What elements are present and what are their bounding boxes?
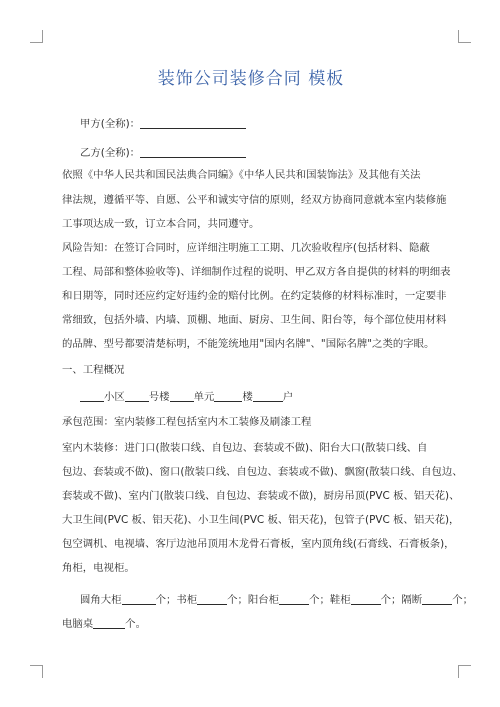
furniture-line	[80, 588, 473, 612]
xiaoqu-blank[interactable]	[80, 389, 104, 402]
separator: ；	[319, 594, 330, 606]
section-heading: 一、工程概况	[62, 364, 125, 376]
unit-label: 个	[380, 594, 392, 606]
separator: ；	[165, 594, 177, 606]
partition-blank[interactable]	[422, 592, 452, 605]
unit-label: 个	[309, 594, 320, 606]
basis-line: 依照《中华人民共和国民法典合同编》《中华人民共和国装饰法》及其他有关法	[62, 169, 421, 181]
risk-line: 常细致，包括外墙、内墙、顶棚、地面、厨房、卫生间、阳台等，每个部位使用材料	[62, 314, 447, 326]
round-cabinet-blank[interactable]	[122, 592, 156, 605]
unit-label: 个	[227, 594, 238, 606]
danyuan-label: 单元	[193, 391, 215, 403]
party-b-line	[80, 141, 458, 165]
shoe-cabinet-blank[interactable]	[351, 592, 381, 605]
period: 。	[135, 618, 146, 630]
woodwork-line: 套装或不做)、室内门(散装口线、自包边、套装或不做)，厨房吊顶(PVC 板、铝天花)、	[62, 490, 460, 502]
party-a-label: 甲方(全称)：	[80, 118, 141, 130]
hu-label: 户	[282, 391, 294, 403]
xiaoqu-label: 小区	[104, 391, 125, 403]
haolou-blank[interactable]	[125, 389, 149, 402]
hu-blank[interactable]	[253, 389, 283, 402]
unit-label: 个	[125, 618, 136, 630]
party-b-label: 乙方(全称)：	[80, 147, 141, 159]
risk-line: 工程、局部和整体验收等)、详细制作过程的说明、甲乙双方各自提供的材料的明细表	[62, 266, 451, 278]
balcony-cabinet-blank[interactable]	[279, 592, 309, 605]
desk-blank[interactable]	[93, 616, 125, 629]
shoe-cabinet-label: 鞋柜	[329, 594, 351, 606]
document-title: 装饰公司装修合同 模板	[157, 69, 345, 89]
balcony-cabinet-label: 阳台柜	[247, 594, 280, 606]
partition-label: 隔断	[401, 594, 423, 606]
separator: ；	[391, 594, 402, 606]
lou-label: 楼	[242, 391, 253, 403]
risk-line: 和日期等，同时还应约定好违约金的赔付比例。在约定装修的材料标准时，一定要非	[62, 290, 447, 302]
address-line	[80, 385, 458, 409]
woodwork-line: 大卫生间(PVC 板、铝天花)、小卫生间(PVC 板、铝天花)，包管子(PVC 板、铝天花)，	[62, 514, 460, 526]
crop-mark-top-left	[30, 30, 43, 43]
party-a-line	[80, 112, 458, 136]
unit-label: 个	[452, 594, 463, 606]
crop-mark-top-right	[458, 30, 471, 43]
bookcase-blank[interactable]	[197, 592, 227, 605]
risk-line: 风险告知：在签订合同时，应详细注明施工工期、几次验收程序(包括材料、隐蔽	[62, 242, 430, 254]
woodwork-line: 室内木装修：进门口(散装口线、自包边、套装或不做)、阳台大口(散装口线、自	[62, 442, 428, 454]
risk-line: 的品牌、型号都要清楚标明，不能笼统地用"国内名牌"、"国际名牌"之类的字眼。	[62, 338, 435, 350]
scope-line: 承包范围：室内装修工程包括室内木工装修及刷漆工程	[62, 416, 312, 428]
furniture-line-2	[62, 612, 440, 636]
desk-label: 电脑桌	[62, 618, 94, 630]
unit-label: 个	[155, 594, 166, 606]
haolou-label: 号楼	[148, 391, 170, 403]
basis-line: 律法规，遵循平等、自愿、公平和诚实守信的原则，经双方协商同意就本室内装修施	[62, 194, 447, 206]
woodwork-line: 包边、套装或不做)、窗口(散装口线、自包边、套装或不做)、飘窗(散装口线、自包边、	[62, 466, 463, 478]
bookcase-label: 书柜	[176, 594, 198, 606]
danyuan-blank[interactable]	[170, 389, 194, 402]
separator: ；	[237, 594, 248, 606]
lou-blank[interactable]	[214, 389, 242, 402]
separator: ；	[462, 594, 473, 606]
party-b-blank[interactable]	[140, 145, 246, 158]
party-a-blank[interactable]	[140, 116, 246, 129]
round-cabinet-label: 圆角大柜	[80, 594, 122, 606]
crop-mark-bottom-left	[30, 665, 43, 678]
basis-line: 工事项达成一致，订立本合同，共同遵守。	[62, 218, 260, 230]
woodwork-line: 包空调机、电视墙、客厅边池吊顶用木龙骨石膏板，室内顶角线(石膏线、石膏板条)，	[62, 538, 455, 550]
woodwork-line: 角柜，电视柜。	[62, 562, 135, 574]
crop-mark-bottom-right	[458, 665, 471, 678]
